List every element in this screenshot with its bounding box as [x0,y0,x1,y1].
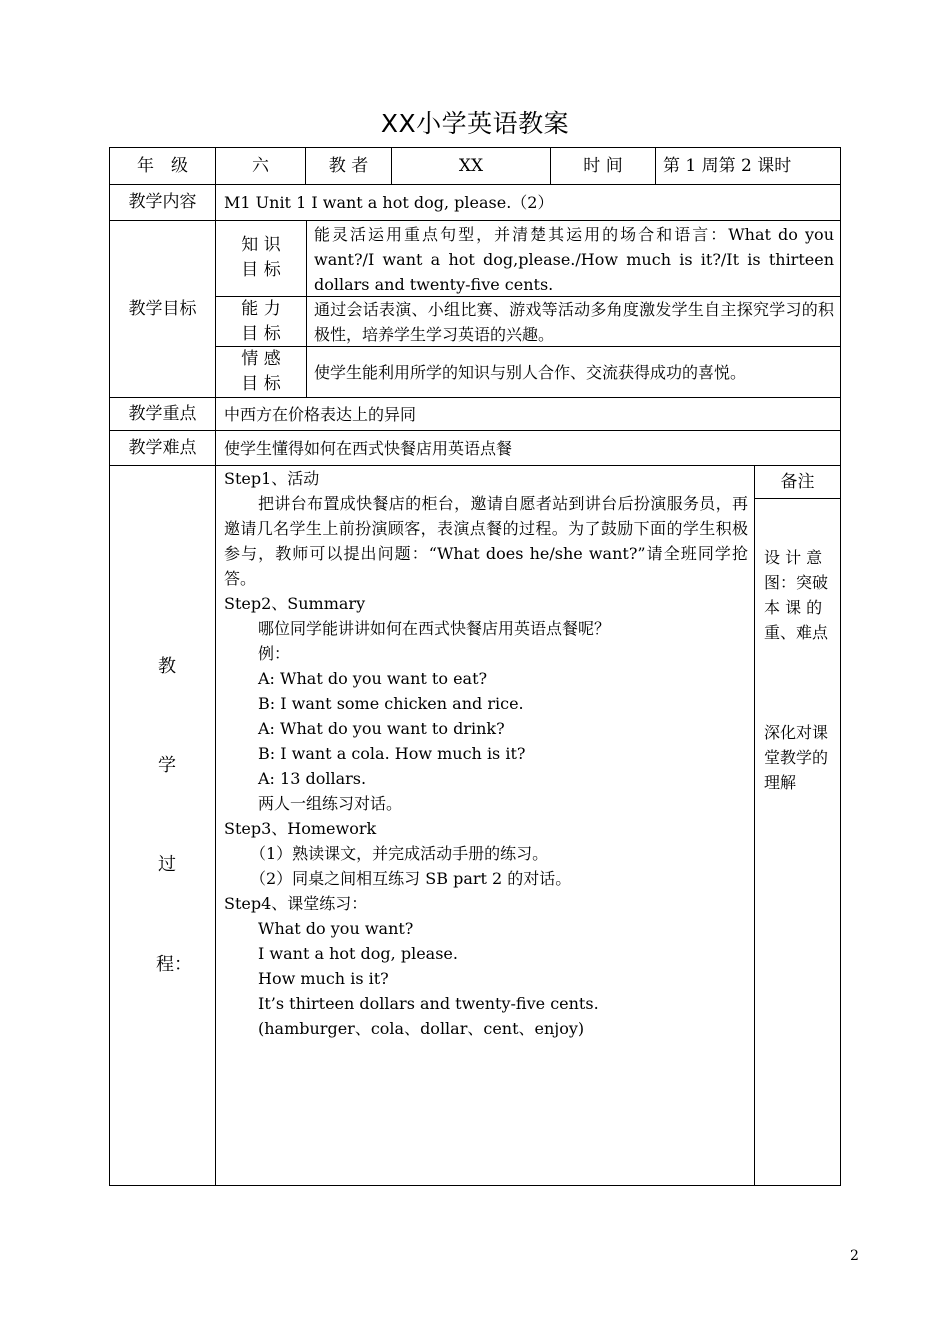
teacher-value: XX [458,155,484,176]
step4-line: I want a hot dog, please. [258,944,458,963]
step1-title: Step1、活动 [224,469,320,488]
step3-line: （1）熟读课文，并完成活动手册的练习。 [250,844,549,863]
note-line: 本 课 的 [764,598,823,617]
grade-value: 六 [252,155,269,176]
step2-line: 哪位同学能讲讲如何在西式快餐店用英语点餐呢？ [258,619,611,638]
note-line: 深化对课 [764,723,829,742]
process-label-char-4: 程： [156,954,192,975]
step3-line: （2）同桌之间相互练习 SB part 2 的对话。 [250,869,572,888]
note-line: 理解 [764,773,797,792]
key-point-value: 中西方在价格表达上的异同 [224,404,417,424]
page-number: 2 [850,1248,859,1264]
process-content [224,466,748,1041]
step4-title: Step4、课堂练习： [224,894,368,913]
step2-line: 例： [258,644,291,663]
step4-line: It’s thirteen dollars and twenty-five cents. [258,994,599,1013]
notes-header: 备注 [780,471,815,492]
key-point-label: 教学重点 [128,403,197,424]
note-line: 堂教学的 [764,748,829,767]
content-value: M1 Unit 1 I want a hot dog, please.（2） [224,193,554,212]
step2-line: B: I want some chicken and rice. [258,694,524,713]
knowledge-goal-label-1: 知 识 [241,235,281,255]
step2-title: Step2、Summary [224,594,366,613]
process-label-char-3: 过 [158,854,176,875]
ability-goal-label-1: 能 力 [241,299,281,319]
step1-text: 把讲台布置成快餐店的柜台，邀请自愿者站到讲台后扮演服务员，再邀请几名学生上前扮演顾客，表演点餐的过程。为了鼓励下面的学生积极参与，教师可以提出问题：“What does he/she want?”请全班同学抢答。 [224,494,748,588]
note-deepen-understanding [764,720,836,795]
step2-line: A: What do you want to drink? [258,719,505,738]
note-design-intent [764,545,836,645]
knowledge-goal-label-2: 目 标 [241,260,281,280]
difficulty-value: 使学生懂得如何在西式快餐店用英语点餐 [224,438,513,458]
emotion-goal-text: 使学生能利用所学的知识与别人合作、交流获得成功的喜悦。 [314,362,747,382]
step2-line: A: What do you want to eat? [258,669,488,688]
goals-label: 教学目标 [128,298,197,319]
step4-line: (hamburger、cola、dollar、cent、enjoy) [258,1019,585,1038]
time-label: 时 间 [583,155,623,176]
teacher-label: 教 者 [328,155,369,176]
step4-line: How much is it? [258,969,389,988]
knowledge-goal-text: 能灵活运用重点句型，并清楚其运用的场合和语言：What do you want?/I want a hot dog,please./How much is it?/It is thirteen dollars and twenty-five cents. [314,225,834,294]
step3-title: Step3、Homework [224,819,377,838]
difficulty-label: 教学难点 [128,437,197,458]
note-line: 重、难点 [764,623,829,642]
step2-line: B: I want a cola. How much is it? [258,744,526,763]
process-label-char-2: 学 [158,755,176,776]
time-value: 第 1 周第 2 课时 [663,155,792,176]
content-label: 教学内容 [128,192,197,212]
step2-line: 两人一组练习对话。 [258,794,403,813]
grade-label: 年 级 [137,155,188,176]
step4-line: What do you want? [258,919,414,938]
note-line: 设 计 意 [764,548,823,567]
emotion-goal-label-2: 目 标 [241,374,281,394]
step2-line: A: 13 dollars. [258,769,367,788]
page-title: XX小学英语教案 [380,109,570,138]
note-line: 图：突破 [764,573,829,592]
emotion-goal-label-1: 情 感 [241,349,281,369]
ability-goal-label-2: 目 标 [241,324,281,344]
ability-goal-text: 通过会话表演、小组比赛、游戏等活动多角度激发学生自主探究学习的积极性，培养学生学习英语的兴趣。 [314,300,834,344]
process-label-char-1: 教 [158,656,176,677]
